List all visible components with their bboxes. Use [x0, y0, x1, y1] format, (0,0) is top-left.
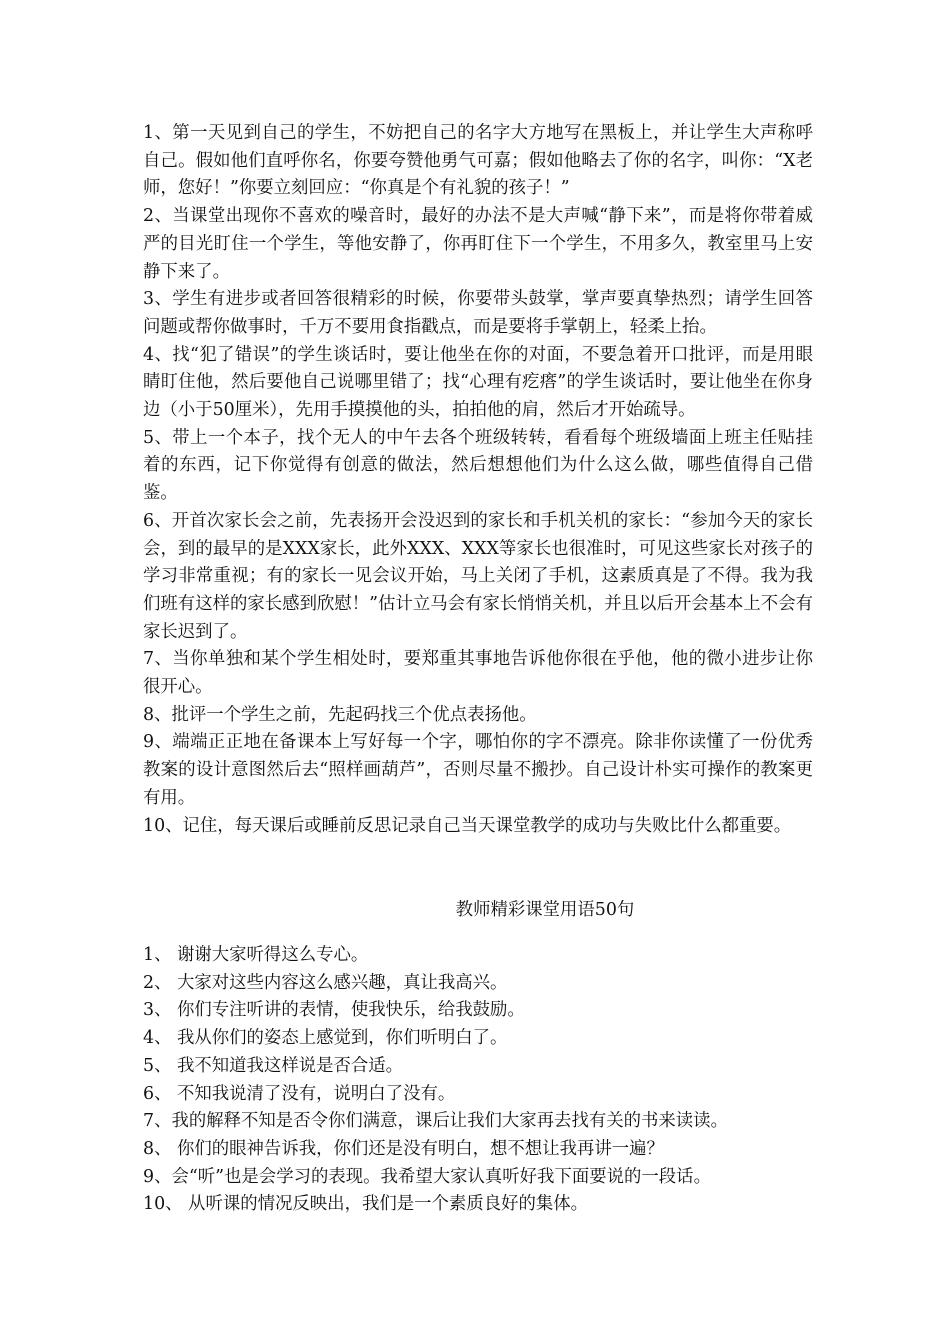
tip-item: 9、端端正正地在备课本上写好每一个字，哪怕你的字不漂亮。除非你读懂了一份优秀教案的设计意图然后去“照样画葫芦”，否则尽量不搬抄。自己设计朴实可操作的教案更有用。 — [143, 732, 813, 808]
tip-item: 4、找“犯了错误”的学生谈话时，要让他坐在你的对面，不要急着开口批评，而是用眼睛盯住他，然后要他自己说哪里错了；找“心理有疙瘩”的学生谈话时，要让他坐在你身边（小于50厘米），先用手摸摸他的头，拍拍他的肩，然后才开始疏导。 — [143, 344, 813, 421]
tip-item: 1、第一天见到自己的学生，不妨把自己的名字大方地写在黑板上，并让学生大声称呼自己。假如他们直呼你名，你要夸赞他勇气可嘉；假如他略去了你的名字，叫你：“X老师，您好！”你要立刻回应：“你真是个有礼貌的孩子！” — [143, 123, 813, 199]
tip-item: 10、记住，每天课后或睡前反思记录自己当天课堂教学的成功与失败比什么都重要。 — [143, 815, 792, 836]
phrase-item: 1、 谢谢大家听得这么专心。 — [143, 945, 369, 965]
phrase-item: 2、 大家对这些内容这么感兴趣，真让我高兴。 — [143, 972, 508, 993]
phrase-item: 8、 你们的眼神告诉我，你们还是没有明白，想不想让我再讲一遍？ — [143, 1138, 664, 1159]
tip-item: 6、开首次家长会之前，先表扬开会没迟到的家长和手机关机的家长：“参加今天的家长会，到的最早的是XXX家长，此外XXX、XXX等家长也很准时，可见这些家长对孩子的学习非常重视；有的家长一见会议开始，马上关闭了手机，这素质真是了不得。我为我们班有这样的家长感到欣慰！”估计立马会有家长悄悄关机，并且以后开会基本上不会有家长迟到了。 — [143, 510, 813, 642]
tip-item: 2、当课堂出现你不喜欢的噪音时，最好的办法不是大声喊“静下来”，而是将你带着威严的目光盯住一个学生，等他安静了，你再盯住下一个学生，不用多久，教室里马上安静下来了。 — [143, 206, 813, 282]
teaching-tips-list — [143, 120, 813, 840]
phrase-item: 10、 从听课的情况反映出，我们是一个素质良好的集体。 — [143, 1194, 589, 1215]
section-title: 教师精彩课堂用语50句 — [455, 900, 635, 920]
phrase-item: 5、 我不知道我这样说是否合适。 — [143, 1055, 404, 1076]
phrase-item: 6、 不知我说清了没有，说明白了没有。 — [143, 1083, 456, 1104]
tip-item: 8、批评一个学生之前，先起码找三个优点表扬他。 — [143, 704, 537, 725]
phrase-item: 4、 我从你们的姿态上感觉到，你们听明白了。 — [143, 1028, 508, 1049]
phrase-item: 7、我的解释不知是否令你们满意，课后让我们大家再去找有关的书来读读。 — [143, 1111, 728, 1132]
tip-item: 7、当你单独和某个学生相处时，要郑重其事地告诉他你很在乎他，他的微小进步让你很开心。 — [143, 649, 813, 698]
tip-item: 5、带上一个本子，找个无人的中午去各个班级转转，看看每个班级墙面上班主任贴挂着的东西，记下你觉得有创意的做法，然后想想他们为什么这么做，哪些值得自己借鉴。 — [143, 427, 813, 504]
classroom-phrases-list — [143, 942, 823, 1219]
tip-item: 3、学生有进步或者回答很精彩的时候，你要带头鼓掌，掌声要真挚热烈；请学生回答问题或帮你做事时，千万不要用食指戳点，而是要将手掌朝上，轻柔上抬。 — [143, 289, 813, 337]
phrase-item: 9、会“听”也是会学习的表现。我希望大家认真听好我下面要说的一段话。 — [143, 1166, 711, 1187]
phrase-item: 3、 你们专注听讲的表情，使我快乐，给我鼓励。 — [143, 1000, 525, 1021]
